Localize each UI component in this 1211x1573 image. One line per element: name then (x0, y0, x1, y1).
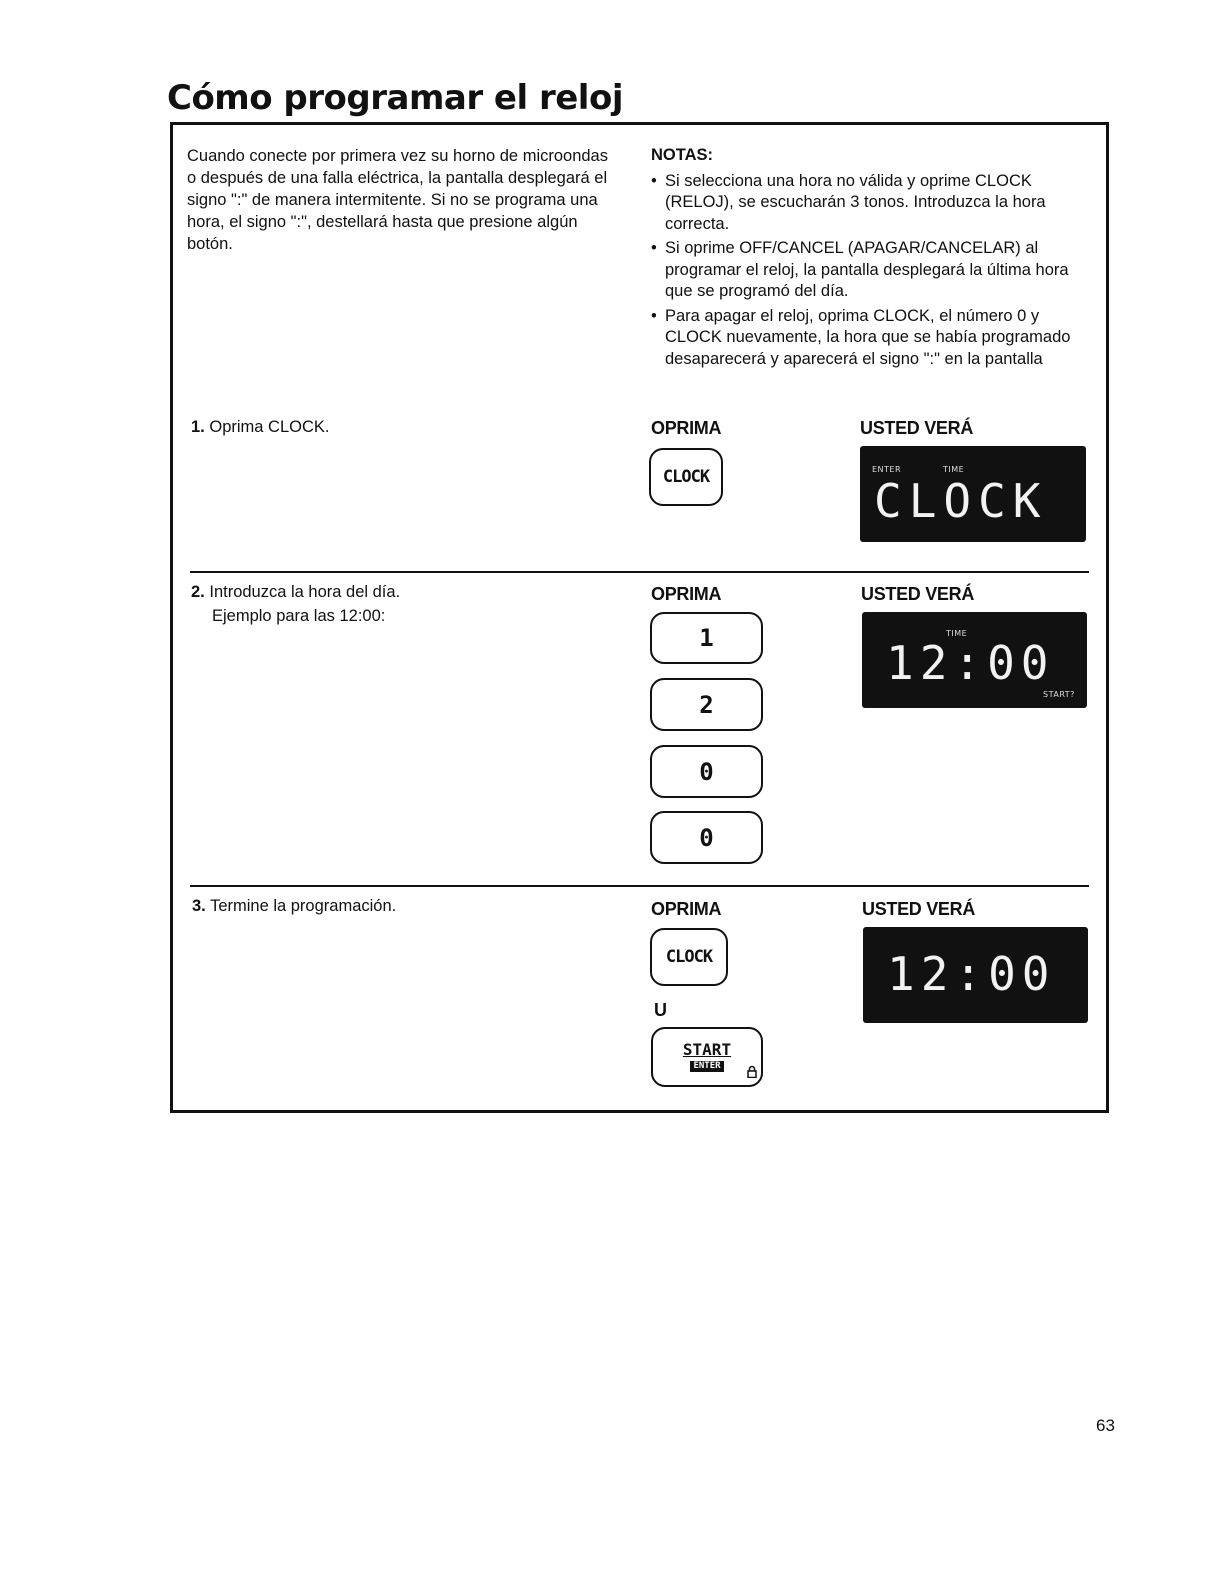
see-header: USTED VERÁ (861, 584, 975, 604)
step-number: 1. (191, 418, 205, 436)
display-readout: 12:00 (886, 636, 1055, 690)
clock-key-label: CLOCK (665, 947, 713, 967)
digit-key-label: 2 (699, 690, 714, 719)
clock-key-label: CLOCK (662, 467, 710, 487)
see-header: USTED VERÁ (860, 418, 974, 438)
display-start-label: START? (1043, 690, 1075, 699)
notes-list (651, 171, 1091, 371)
divider (190, 885, 1089, 887)
press-header: OPRIMA (651, 584, 722, 604)
display-time-set (862, 612, 1087, 708)
step-1 (191, 415, 329, 439)
bullet-icon: • (651, 239, 657, 257)
display-time-label: TIME (946, 629, 968, 638)
press-header: OPRIMA (651, 899, 722, 919)
notes-section (651, 145, 1091, 373)
step-text: Oprima CLOCK. (209, 418, 330, 436)
notes-item-text: Para apagar el reloj, oprima CLOCK, el número 0 y CLOCK nuevamente, la hora que se había programado desaparecerá y aparecerá el signo ":" en la pantalla (665, 306, 1071, 368)
display-enter-label: ENTER (872, 465, 902, 474)
bullet-icon: • (651, 171, 657, 190)
enter-key-label: ENTER (690, 1061, 723, 1072)
digit-key-label: 0 (699, 823, 714, 852)
step-3 (192, 894, 396, 918)
digit-key-label: 1 (699, 624, 714, 652)
start-enter-key[interactable] (651, 1027, 763, 1087)
step-number: 2. (191, 583, 205, 601)
clock-key[interactable] (649, 448, 723, 506)
digit-key-0[interactable] (650, 745, 763, 798)
display-final-time (863, 927, 1088, 1023)
display-readout: 12:00 (887, 947, 1056, 1001)
display-clock (860, 446, 1086, 542)
page-number: 63 (1096, 1416, 1115, 1435)
digit-key-label: 0 (699, 757, 714, 786)
digit-key-0[interactable] (650, 811, 763, 864)
clock-key[interactable] (650, 928, 728, 986)
digit-key-1[interactable] (650, 612, 763, 664)
display-time-label: TIME (943, 465, 965, 474)
step-subtext: Ejemplo para las 12:00: (212, 607, 386, 625)
or-separator: U (654, 1000, 667, 1020)
step-text: Introduzca la hora del día. (209, 583, 401, 601)
digit-key-2[interactable] (650, 678, 763, 731)
notes-item-text: Si selecciona una hora no válida y oprime CLOCK (RELOJ), se escucharán 3 tonos. Introduzca la hora correcta. (665, 171, 1046, 233)
page-title: Cómo programar el reloj (167, 78, 623, 118)
notes-title: NOTAS: (651, 146, 714, 164)
step-number: 3. (192, 897, 206, 915)
lock-icon (747, 1065, 757, 1078)
notes-item (651, 171, 1091, 236)
step-text: Termine la programación. (210, 897, 397, 915)
intro-paragraph: Cuando conecte por primera vez su horno de microondas o después de una falla eléctrica, la pantalla desplegará el signo ":" de manera intermitente. Si no se programa una hora, el signo ":", destellará hasta que presione algún botón. (187, 147, 608, 253)
step-2 (191, 580, 400, 628)
notes-item (651, 238, 1091, 303)
notes-item (651, 306, 1091, 371)
notes-item-text: Si oprime OFF/CANCEL (APAGAR/CANCELAR) al programar el reloj, la pantalla desplegará la última hora que se programó del día. (665, 239, 1069, 300)
divider (190, 571, 1089, 573)
press-header: OPRIMA (651, 418, 722, 438)
bullet-icon: • (651, 306, 657, 325)
display-readout: CLOCK (874, 474, 1048, 528)
see-header: USTED VERÁ (862, 899, 976, 919)
start-key-label: START (682, 1040, 732, 1059)
